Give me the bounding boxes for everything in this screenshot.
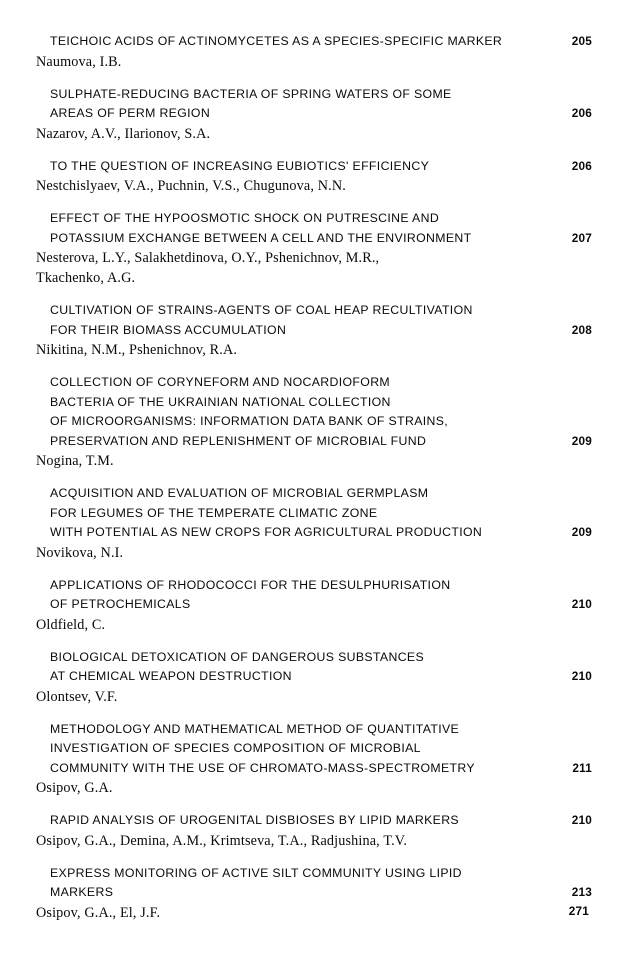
toc-entry-authors: Nestchislyaev, V.A., Puchnin, V.S., Chugunova, N.N. <box>36 178 346 194</box>
toc-title-text: BIOLOGICAL DETOXICATION OF DANGEROUS SUBSTANCES <box>50 649 425 664</box>
toc-entry-authors: Olontsev, V.F. <box>36 688 118 705</box>
toc-entry-authors: Naumova, I.B. <box>36 53 122 70</box>
toc-title-text: FOR THEIR BIOMASS ACCUMULATION <box>50 322 287 337</box>
toc-title-line <box>50 229 592 249</box>
toc-page-number: 210 <box>571 669 592 683</box>
toc-page-number: 210 <box>571 813 592 827</box>
toc-title-line <box>50 595 592 615</box>
page-folio: 271 <box>568 904 589 918</box>
toc-title-line <box>50 811 592 831</box>
toc-entry-title <box>50 373 592 451</box>
toc-entry-title <box>50 811 592 831</box>
toc-title-line <box>50 720 592 740</box>
toc-title-text: APPLICATIONS OF RHODOCOCCI FOR THE DESULPHURISATION <box>50 577 451 592</box>
toc-title-line <box>50 739 592 759</box>
toc-title-line <box>50 432 592 452</box>
toc-title-line <box>50 32 592 52</box>
toc-entry-title <box>50 301 592 340</box>
toc-page-number: 210 <box>571 597 592 611</box>
toc-entry[interactable] <box>36 32 592 72</box>
toc-title-text: EXPRESS MONITORING OF ACTIVE SILT COMMUNITY USING LIPID <box>50 865 462 880</box>
toc-page-number: 207 <box>571 230 592 245</box>
toc-title-text: OF PETROCHEMICALS <box>50 597 191 611</box>
toc-entry-title <box>50 209 592 248</box>
toc-title-text: WITH POTENTIAL AS NEW CROPS FOR AGRICULTURAL PRODUCTION <box>50 525 483 539</box>
toc-page-number: 209 <box>571 525 592 539</box>
toc-entry-authors: Nazarov, A.V., Ilarionov, S.A. <box>36 125 211 142</box>
toc-entry-authors: Osipov, G.A., El, J.F. <box>36 904 161 921</box>
toc-title-line <box>50 393 592 413</box>
toc-title-line <box>50 576 592 596</box>
toc-title-line <box>50 301 592 321</box>
toc-title-line <box>50 104 592 124</box>
toc-entry-title <box>50 157 592 177</box>
toc-title-text: EFFECT OF THE HYPOOSMOTIC SHOCK ON PUTRESCINE AND <box>50 211 440 225</box>
toc-entry-title <box>50 484 592 543</box>
toc-entry-title <box>50 648 592 687</box>
toc-page-number: 205 <box>571 34 592 48</box>
toc-title-line <box>50 504 592 524</box>
toc-title-line <box>50 373 592 393</box>
toc-title-text: SULPHATE-REDUCING BACTERIA OF SPRING WATERS OF SOME <box>50 86 452 101</box>
toc-title-text: METHODOLOGY AND MATHEMATICAL METHOD OF QUANTITATIVE <box>50 721 460 736</box>
toc-title-line <box>50 484 592 504</box>
toc-title-line <box>50 759 592 779</box>
toc-entry[interactable] <box>36 373 592 471</box>
toc-entry-authors: Nesterova, L.Y., Salakhetdinova, O.Y., Pshenichnov, M.R., <box>36 250 380 266</box>
toc-title-text: AREAS OF PERM REGION <box>50 106 211 120</box>
toc-title-text: PRESERVATION AND REPLENISHMENT OF MICROBIAL FUND <box>50 433 427 448</box>
toc-title-line <box>50 864 592 884</box>
toc-title-text: MARKERS <box>50 885 114 899</box>
toc-page-number: 209 <box>571 433 592 448</box>
table-of-contents <box>36 32 592 936</box>
toc-title-line <box>50 321 592 341</box>
toc-title-text: BACTERIA OF THE UKRAINIAN NATIONAL COLLECTION <box>50 394 391 409</box>
toc-entry-title <box>50 32 592 52</box>
toc-title-text: AT CHEMICAL WEAPON DESTRUCTION <box>50 669 292 683</box>
toc-title-text: INVESTIGATION OF SPECIES COMPOSITION OF MICROBIAL <box>50 741 421 755</box>
toc-entry-authors: Oldfield, C. <box>36 616 106 633</box>
toc-title-text: CULTIVATION OF STRAINS-AGENTS OF COAL HEAP RECULTIVATION <box>50 303 473 317</box>
toc-title-line <box>50 412 592 432</box>
toc-entry[interactable] <box>36 864 592 923</box>
toc-title-text: FOR LEGUMES OF THE TEMPERATE CLIMATIC ZONE <box>50 505 378 520</box>
toc-title-line <box>50 883 592 903</box>
toc-entry[interactable] <box>36 484 592 563</box>
toc-entry[interactable] <box>36 85 592 144</box>
toc-page-number: 211 <box>572 760 592 775</box>
toc-title-line <box>50 667 592 687</box>
toc-entry-title <box>50 576 592 615</box>
toc-entry[interactable] <box>36 648 592 707</box>
toc-entry[interactable] <box>36 157 592 197</box>
toc-title-text: OF MICROORGANISMS: INFORMATION DATA BANK OF STRAINS, <box>50 414 449 428</box>
toc-entry-title <box>50 720 592 779</box>
toc-title-text: TEICHOIC ACIDS OF ACTINOMYCETES AS A SPECIES-SPECIFIC MARKER <box>50 34 503 48</box>
toc-title-line <box>50 648 592 668</box>
toc-title-text: RAPID ANALYSIS OF UROGENITAL DISBIOSES BY LIPID MARKERS <box>50 813 459 827</box>
toc-entry-authors: Nikitina, N.M., Pshenichnov, R.A. <box>36 342 238 358</box>
toc-title-line <box>50 523 592 543</box>
toc-entry[interactable] <box>36 301 592 360</box>
toc-entry-title <box>50 864 592 903</box>
toc-entry-authors: Tkachenko, A.G. <box>36 270 136 286</box>
toc-page-number: 206 <box>571 158 592 173</box>
toc-title-text: COLLECTION OF CORYNEFORM AND NOCARDIOFORM <box>50 375 391 389</box>
toc-entry-authors: Osipov, G.A. <box>36 780 113 796</box>
toc-title-text: COMMUNITY WITH THE USE OF CHROMATO-MASS-SPECTROMETRY <box>50 760 475 775</box>
toc-page-number: 208 <box>571 322 592 337</box>
toc-entry-authors: Nogina, T.M. <box>36 453 114 469</box>
toc-entry[interactable] <box>36 576 592 635</box>
toc-entry-authors: Novikova, N.I. <box>36 544 124 561</box>
toc-page-number: 213 <box>571 885 592 899</box>
toc-entry[interactable] <box>36 720 592 799</box>
toc-entry[interactable] <box>36 209 592 288</box>
toc-title-line <box>50 157 592 177</box>
toc-title-text: POTASSIUM EXCHANGE BETWEEN A CELL AND THE ENVIRONMENT <box>50 230 472 245</box>
toc-title-line <box>50 209 592 229</box>
toc-title-text: ACQUISITION AND EVALUATION OF MICROBIAL GERMPLASM <box>50 486 429 500</box>
toc-entry-title <box>50 85 592 124</box>
toc-title-line <box>50 85 592 105</box>
toc-page-number: 206 <box>571 106 592 120</box>
toc-entry[interactable] <box>36 811 592 851</box>
toc-title-text: TO THE QUESTION OF INCREASING EUBIOTICS' EFFICIENCY <box>50 158 430 173</box>
toc-entry-authors: Osipov, G.A., Demina, A.M., Krimtseva, T.A., Radjushina, T.V. <box>36 832 408 849</box>
